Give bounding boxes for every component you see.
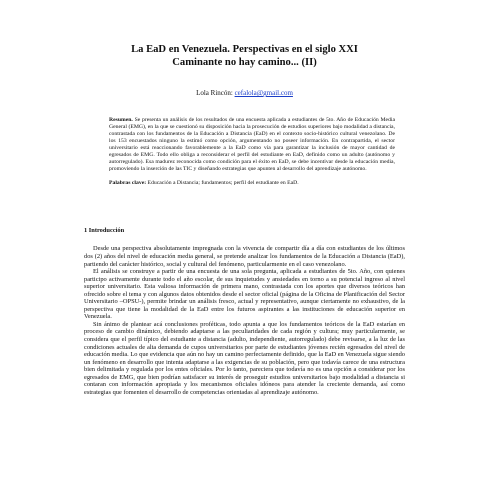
author-name: Lola Rincón: — [196, 89, 233, 97]
author-email-link[interactable]: cefalola@gmail.com — [234, 89, 293, 97]
paper-title — [84, 0, 405, 69]
section-heading: 1 Introducción — [84, 227, 125, 235]
author-line — [84, 89, 405, 98]
body-text — [84, 245, 405, 396]
body-paragraph-1: Desde una perspectiva absolutamente impregnada con la vivencia de compartir día a día con estudiantes de los últimos dos (2) años del nivel de educación media general, se pretende analizar los fundamentos de la Educación a Distancia (EaD), partiendo del carácter histórico, social y cultural del fenómeno, particularmente en el caso venezolano. — [84, 245, 405, 268]
title-line-2: Caminante no hay camino... (II) — [172, 57, 317, 68]
abstract-block — [109, 117, 395, 187]
keywords-label: Palabras clave: — [109, 180, 147, 187]
keywords-text: Educación a Distancia; fundamentos; perfil del estudiante en EaD. — [147, 180, 299, 187]
body-paragraph-2: El análisis se construye a partir de una encuesta de una sola pregunta, aplicada a estudiantes de 5to. Año, con quienes participo activamente durante todo el año escolar, de sus inquietudes y ansiedades en torno a su potencial ingreso al nivel superior universitario. Esta valiosa información de primera mano, contrastada con los aportes que diversos teóricos han ofrecido sobre el tema y con algunos datos obtenidos desde el sector oficial (página de la Oficina de Planificación del Sector Universitario –OPSU-), permite brindar un análisis fresco, actual y representativo, aunque ciertamente no exhaustivo, de la perspectiva que tiene la modalidad de la EaD entre los futuros aspirantes a las instituciones de educación superior en Venezuela. — [84, 268, 405, 321]
abstract-text: Se presenta un análisis de los resultados de una encuesta aplicada a estudiantes de 5to. Año de Educación Media General (EMG), en la que se cuestionó su disposición hacia la prosecución de estudios superiores bajo modalidad a distancia, contrastada con los fundamentos de la Educación a Distancia (EaD) en el contexto socio-histórico cultural venezolano. De los 153 encuestados ninguno la estimó como opción, argumentando no poseer información. En contrapartida, el sector universitario está reaccionando favorablemente a la EaD como vía para garantizar la inclusión de mayor cantidad de egresados de EMG. Todo ello obliga a reconsiderar el perfil del estudiante en EaD, definido como un adulto (autónomo y autorregulado). Esa madurez reconocida como condición para el éxito en EaD, se debe incentivar desde la educación media, promoviendo la inserción de las TIC y diseñando estrategias que apunten al desarrollo del aprendizaje autónomo. — [109, 117, 395, 173]
abstract-label: Resumen. — [109, 117, 133, 123]
title-line-1: La EaD en Venezuela. Perspectivas en el siglo XXI — [131, 44, 358, 55]
abstract-paragraph — [109, 117, 395, 173]
body-paragraph-3: Sin ánimo de plantear acá conclusiones proféticas, todo apunta a que los fundamentos teóricos de la EaD estarían en proceso de cambio dinámico, debiendo adaptarse a las peculiaridades de cada región y cultura; muy particularmente, se considera que el perfil típico del estudiante a distancia (adulto, independiente, autorregulado) debe revisarse, a la luz de las condiciones actuales de alta demanda de cupos universitarios por parte de estudiantes jóvenes recién egresados del nivel de educación media. Lo que evidencia que aún no hay un camino perfectamente definido, que la EaD en Venezuela sigue siendo un fenómeno en desarrollo que intenta adaptarse a las exigencias de su población, pero que todavía carece de una estructura bien delimitada y regulada por los entes oficiales. Por lo tanto, pareciera que todavía no es una opción a considerar por los egresados de EMG, que bien podrían satisfacer su interés de proseguir estudios universitarios bajo modalidad a distancia si contaran con información apropiada y los mecanismos oficiales idóneos para atender la creciente demanda, así como estrategias que fomenten el desarrollo de competencias orientadas al aprendizaje autónomo. — [84, 320, 405, 396]
keywords-paragraph — [109, 180, 395, 187]
